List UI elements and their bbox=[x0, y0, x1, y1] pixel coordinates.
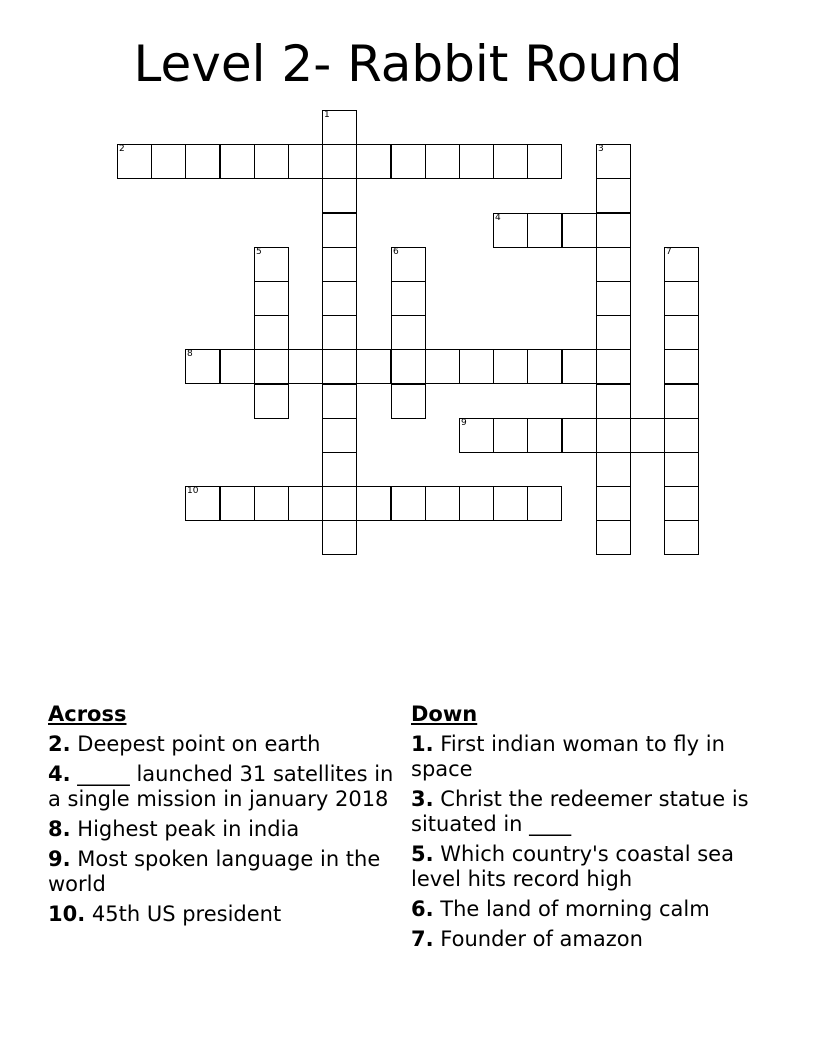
grid-cell[interactable] bbox=[527, 213, 562, 248]
grid-cell[interactable] bbox=[391, 247, 426, 282]
clue-number: 9. bbox=[48, 847, 71, 871]
grid-cell[interactable] bbox=[322, 486, 357, 521]
grid-cell[interactable] bbox=[322, 213, 357, 248]
grid-cell[interactable] bbox=[459, 486, 494, 521]
grid-cell[interactable] bbox=[322, 384, 357, 419]
cell-number: 7 bbox=[666, 247, 672, 257]
grid-cell[interactable] bbox=[664, 281, 699, 316]
cell-number: 6 bbox=[393, 247, 399, 257]
grid-cell[interactable] bbox=[596, 315, 631, 350]
grid-cell[interactable] bbox=[254, 247, 289, 282]
grid-cell[interactable] bbox=[596, 418, 631, 453]
grid-cell[interactable] bbox=[254, 486, 289, 521]
clue-number: 6. bbox=[411, 897, 434, 921]
down-clues bbox=[411, 702, 751, 957]
grid-cell[interactable] bbox=[220, 349, 255, 384]
grid-cell[interactable] bbox=[527, 418, 562, 453]
grid-cell[interactable] bbox=[185, 349, 220, 384]
clue-number: 1. bbox=[411, 732, 434, 756]
cell-number: 3 bbox=[598, 144, 604, 154]
clue-number: 8. bbox=[48, 817, 71, 841]
grid-cell[interactable] bbox=[391, 144, 426, 179]
clue-text: Highest peak in india bbox=[77, 817, 300, 841]
grid-cell[interactable] bbox=[596, 213, 631, 248]
grid-cell[interactable] bbox=[322, 520, 357, 555]
grid-cell[interactable] bbox=[459, 418, 494, 453]
cell-number: 5 bbox=[256, 247, 262, 257]
clue-text: Which country's coastal sea level hits record high bbox=[411, 842, 734, 891]
grid-cell[interactable] bbox=[562, 213, 597, 248]
clue-text: Christ the redeemer statue is situated in ____ bbox=[411, 787, 749, 836]
grid-cell[interactable] bbox=[117, 144, 152, 179]
grid-cell[interactable] bbox=[356, 349, 391, 384]
grid-cell[interactable] bbox=[322, 178, 357, 213]
grid-cell[interactable] bbox=[288, 349, 323, 384]
clue-number: 3. bbox=[411, 787, 434, 811]
grid-cell[interactable] bbox=[664, 452, 699, 487]
clue-text: Most spoken language in the world bbox=[48, 847, 381, 896]
grid-cell[interactable] bbox=[664, 349, 699, 384]
grid-cell[interactable] bbox=[493, 144, 528, 179]
cell-number: 2 bbox=[119, 144, 125, 154]
page-title: Level 2- Rabbit Round bbox=[133, 35, 683, 93]
grid-cell[interactable] bbox=[562, 418, 597, 453]
grid-cell[interactable] bbox=[322, 315, 357, 350]
grid-cell[interactable] bbox=[596, 384, 631, 419]
grid-cell[interactable] bbox=[391, 486, 426, 521]
grid-cell[interactable] bbox=[425, 349, 460, 384]
across-clue-8 bbox=[48, 817, 400, 842]
grid-cell[interactable] bbox=[493, 213, 528, 248]
grid-cell[interactable] bbox=[254, 144, 289, 179]
down-clue-1 bbox=[411, 732, 751, 782]
grid-cell[interactable] bbox=[493, 349, 528, 384]
grid-cell[interactable] bbox=[391, 384, 426, 419]
grid-cell[interactable] bbox=[459, 144, 494, 179]
across-clue-9 bbox=[48, 847, 400, 897]
down-clue-5 bbox=[411, 842, 751, 892]
grid-cell[interactable] bbox=[664, 384, 699, 419]
grid-cell[interactable] bbox=[322, 110, 357, 145]
clue-text: Deepest point on earth bbox=[77, 732, 321, 756]
down-clue-7 bbox=[411, 927, 751, 952]
clue-text: Founder of amazon bbox=[440, 927, 643, 951]
grid-cell[interactable] bbox=[391, 349, 426, 384]
grid-cell[interactable] bbox=[391, 315, 426, 350]
grid-cell[interactable] bbox=[254, 384, 289, 419]
down-heading: Down bbox=[411, 702, 478, 726]
grid-cell[interactable] bbox=[527, 144, 562, 179]
grid-cell[interactable] bbox=[425, 486, 460, 521]
grid-cell[interactable] bbox=[596, 452, 631, 487]
clue-number: 10. bbox=[48, 902, 86, 926]
grid-cell[interactable] bbox=[322, 418, 357, 453]
clue-text: First indian woman to fly in space bbox=[411, 732, 725, 781]
grid-cell[interactable] bbox=[527, 349, 562, 384]
grid-cell[interactable] bbox=[596, 144, 631, 179]
across-clues bbox=[48, 702, 400, 932]
grid-cell[interactable] bbox=[151, 144, 186, 179]
cell-number: 10 bbox=[187, 486, 199, 496]
grid-cell[interactable] bbox=[562, 349, 597, 384]
clue-text: _____ launched 31 satellites in a single mission in january 2018 bbox=[48, 762, 394, 811]
grid-cell[interactable] bbox=[288, 486, 323, 521]
grid-cell[interactable] bbox=[493, 486, 528, 521]
cell-number: 9 bbox=[461, 418, 467, 428]
grid-cell[interactable] bbox=[596, 247, 631, 282]
grid-cell[interactable] bbox=[596, 349, 631, 384]
grid-cell[interactable] bbox=[322, 144, 357, 179]
grid-cell[interactable] bbox=[185, 144, 220, 179]
clue-number: 4. bbox=[48, 762, 71, 786]
grid-cell[interactable] bbox=[664, 418, 699, 453]
grid-cell[interactable] bbox=[664, 486, 699, 521]
down-clue-6 bbox=[411, 897, 751, 922]
grid-cell[interactable] bbox=[356, 486, 391, 521]
grid-cell[interactable] bbox=[527, 486, 562, 521]
down-clue-3 bbox=[411, 787, 751, 837]
grid-cell[interactable] bbox=[356, 144, 391, 179]
clue-number: 7. bbox=[411, 927, 434, 951]
cell-number: 1 bbox=[324, 110, 330, 120]
grid-cell[interactable] bbox=[185, 486, 220, 521]
grid-cell[interactable] bbox=[254, 281, 289, 316]
grid-cell[interactable] bbox=[322, 247, 357, 282]
grid-cell[interactable] bbox=[254, 315, 289, 350]
across-heading: Across bbox=[48, 702, 127, 726]
grid-cell[interactable] bbox=[630, 418, 665, 453]
grid-cell[interactable] bbox=[664, 520, 699, 555]
grid-cell[interactable] bbox=[322, 349, 357, 384]
grid-cell[interactable] bbox=[493, 418, 528, 453]
grid-cell[interactable] bbox=[664, 247, 699, 282]
grid-cell[interactable] bbox=[596, 178, 631, 213]
grid-cell[interactable] bbox=[425, 144, 460, 179]
grid-cell[interactable] bbox=[596, 281, 631, 316]
clue-text: The land of morning calm bbox=[440, 897, 710, 921]
grid-cell[interactable] bbox=[664, 315, 699, 350]
clue-number: 5. bbox=[411, 842, 434, 866]
grid-cell[interactable] bbox=[288, 144, 323, 179]
grid-cell[interactable] bbox=[459, 349, 494, 384]
grid-cell[interactable] bbox=[220, 144, 255, 179]
grid-cell[interactable] bbox=[596, 520, 631, 555]
clue-number: 2. bbox=[48, 732, 71, 756]
grid-cell[interactable] bbox=[322, 281, 357, 316]
clue-text: 45th US president bbox=[91, 902, 282, 926]
cell-number: 8 bbox=[187, 349, 193, 359]
grid-cell[interactable] bbox=[596, 486, 631, 521]
grid-cell[interactable] bbox=[254, 349, 289, 384]
across-clue-2 bbox=[48, 732, 400, 757]
grid-cell[interactable] bbox=[322, 452, 357, 487]
across-clue-4 bbox=[48, 762, 400, 812]
grid-cell[interactable] bbox=[220, 486, 255, 521]
grid-cell[interactable] bbox=[391, 281, 426, 316]
across-clue-10 bbox=[48, 902, 400, 927]
cell-number: 4 bbox=[495, 213, 501, 223]
